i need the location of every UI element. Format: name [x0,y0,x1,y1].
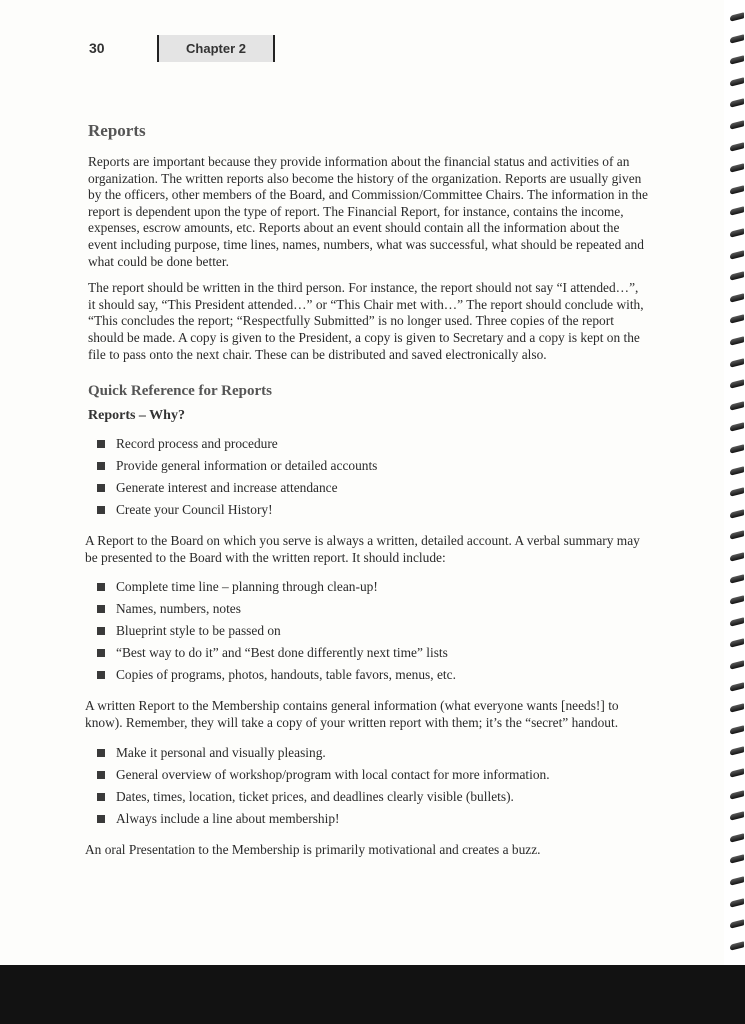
spiral-coil-icon [730,595,744,604]
square-bullet-icon [97,771,105,779]
spiral-coil-icon [730,617,744,626]
square-bullet-icon [97,583,105,591]
membership-report-paragraph: A written Report to the Membership contains general information (what everyone wants [needs!] to know). Remember, they will take a copy of your written report with them; it’s the “secret” handout. [85,698,619,730]
spiral-coil-icon [730,487,744,496]
spiral-coil-icon [730,768,744,777]
oral-presentation-paragraph: An oral Presentation to the Membership is primarily motivational and creates a buzz. [85,841,541,857]
spiral-coil-icon [730,207,744,216]
spiral-binding [724,0,745,965]
spiral-coil-icon [730,855,744,864]
why-list [88,433,648,521]
spiral-coil-icon [730,639,744,648]
page-number: 30 [89,40,105,56]
spiral-coil-icon [730,271,744,280]
spiral-coil-icon [730,898,744,907]
spiral-coil-icon [730,660,744,669]
list-item: Blueprint style to be passed on [97,620,648,642]
spiral-coil-icon [730,250,744,259]
spiral-coil-icon [730,228,744,237]
list-item: Always include a line about membership! [97,808,648,830]
spiral-coil-icon [730,77,744,86]
square-bullet-icon [97,815,105,823]
spiral-coil-icon [730,401,744,410]
page-content [85,120,648,868]
square-bullet-icon [97,462,105,470]
spiral-coil-icon [730,358,744,367]
spiral-coil-icon [730,919,744,928]
spiral-coil-icon [730,811,744,820]
spiral-coil-icon [730,682,744,691]
square-bullet-icon [97,627,105,635]
spiral-coil-icon [730,574,744,583]
board-report-list [88,576,648,686]
spiral-coil-icon [730,185,744,194]
reports-heading: Reports [88,121,146,140]
list-item: Copies of programs, photos, handouts, table favors, menus, etc. [97,664,648,686]
list-item: Provide general information or detailed accounts [97,455,648,477]
spiral-coil-icon [730,55,744,64]
quick-reference-heading: Quick Reference for Reports [88,383,272,400]
list-item: Generate interest and increase attendance [97,477,648,499]
list-item: Dates, times, location, ticket prices, and deadlines clearly visible (bullets). [97,786,648,808]
spiral-coil-icon [730,876,744,885]
spiral-coil-icon [730,163,744,172]
spiral-coil-icon [730,142,744,151]
spiral-coil-icon [730,444,744,453]
membership-report-list [88,742,648,830]
square-bullet-icon [97,649,105,657]
spiral-coil-icon [730,552,744,561]
spiral-coil-icon [730,509,744,518]
chapter-tab [157,35,275,62]
spiral-coil-icon [730,531,744,540]
board-report-paragraph: A Report to the Board on which you serve is always a written, detailed account. A verbal summary may be presented to the Board with the written report. It should include: [85,533,640,565]
spiral-coil-icon [730,790,744,799]
list-item: Record process and procedure [97,433,648,455]
spiral-coil-icon [730,120,744,129]
reports-why-heading: Reports – Why? [88,408,185,424]
spiral-coil-icon [730,315,744,324]
spiral-coil-icon [730,833,744,842]
list-item: Make it personal and visually pleasing. [97,742,648,764]
spiral-coil-icon [730,941,744,950]
reports-paragraph-2: The report should be written in the third person. For instance, the report should not say “I attended…”, it should say, “This President attended…” or “This Chair met with…” The report should conclude with, “This concludes the report; “Respectfully Submitted” is no longer used. Three copies of the report should be made. A copy is given to the President, a copy is given to Secretary and a copy is kept on the file to pass onto the next chair. These can be distributed and saved electronically also. [88,280,644,362]
square-bullet-icon [97,671,105,679]
square-bullet-icon [97,793,105,801]
list-item: Names, numbers, notes [97,598,648,620]
list-item: General overview of workshop/program with local contact for more information. [97,764,648,786]
spiral-coil-icon [730,336,744,345]
spiral-coil-icon [730,293,744,302]
square-bullet-icon [97,605,105,613]
spiral-coil-icon [730,34,744,43]
spiral-coil-icon [730,99,744,108]
spiral-coil-icon [730,423,744,432]
square-bullet-icon [97,484,105,492]
spiral-coil-icon [730,725,744,734]
spiral-coil-icon [730,12,744,21]
list-item: Complete time line – planning through clean-up! [97,576,648,598]
spiral-coil-icon [730,703,744,712]
spiral-coil-icon [730,379,744,388]
list-item: “Best way to do it” and “Best done differently next time” lists [97,642,648,664]
list-item: Create your Council History! [97,499,648,521]
square-bullet-icon [97,440,105,448]
spiral-coil-icon [730,747,744,756]
square-bullet-icon [97,506,105,514]
reports-paragraph-1: Reports are important because they provide information about the financial status and activities of an organization. The written reports also become the history of the organization. Reports are usually given by the officers, other members of the Board, and Commission/Committee Chairs. The information in the report is dependent upon the type of report. The Financial Report, for instance, contains the income, expenses, escrow amounts, etc. Reports about an event should contain all the information about the event including purpose, time lines, names, numbers, what was successful, what should be repeated and what could be done better. [88,154,648,269]
square-bullet-icon [97,749,105,757]
chapter-label: Chapter 2 [186,41,246,56]
scan-background [0,965,745,1024]
spiral-coil-icon [730,466,744,475]
